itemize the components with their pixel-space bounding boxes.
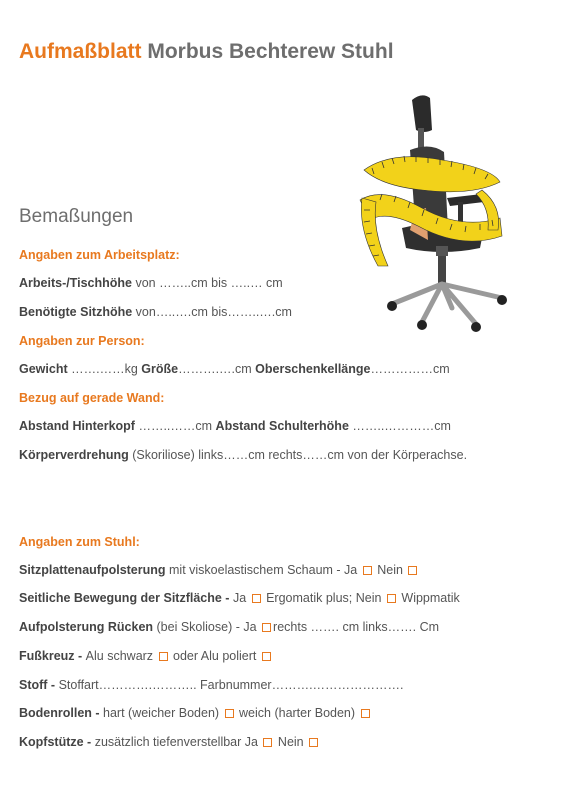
row-back-padding bbox=[19, 620, 439, 634]
body-twist-text: (Skoriliose) links……cm rechts……cm von der Körperachse. bbox=[128, 448, 468, 462]
row-castors bbox=[19, 706, 372, 720]
table-height-text: von ……..cm bis …..… cm bbox=[131, 276, 283, 290]
field-person-measures bbox=[19, 362, 450, 376]
chair-with-tape-measure-image bbox=[352, 90, 507, 335]
headrest-no-text: Nein bbox=[274, 735, 308, 749]
checkbox-back-padding-yes[interactable] bbox=[262, 623, 271, 632]
head-distance-label: Abstand Hinterkopf bbox=[19, 419, 135, 433]
headrest-label: Kopfstütze - bbox=[19, 735, 95, 749]
checkbox-seat-padding-yes[interactable] bbox=[363, 566, 372, 575]
shoulder-distance-text: ……..…………cm bbox=[348, 419, 451, 433]
page-title bbox=[19, 40, 394, 64]
checkbox-headrest-no[interactable] bbox=[309, 738, 318, 747]
table-height-label: Arbeits-/Tischhöhe bbox=[19, 276, 132, 290]
thigh-label: Oberschenkellänge bbox=[255, 362, 371, 376]
row-base bbox=[19, 649, 273, 663]
body-twist-label: Körperverdrehung bbox=[19, 448, 129, 462]
base-black-text: Alu schwarz bbox=[85, 649, 157, 663]
section-person-title: Angaben zur Person: bbox=[19, 334, 145, 348]
field-table-height bbox=[19, 276, 283, 290]
title-rest: Morbus Bechterew Stuhl bbox=[147, 40, 394, 63]
base-label: Fußkreuz - bbox=[19, 649, 86, 663]
seat-movement-label: Seitliche Bewegung der Sitzfläche - bbox=[19, 591, 233, 605]
size-label: Größe bbox=[141, 362, 179, 376]
castors-soft-text: weich (harter Boden) bbox=[235, 706, 356, 720]
base-polished-text: oder Alu poliert bbox=[169, 649, 260, 663]
checkbox-headrest-yes[interactable] bbox=[263, 738, 272, 747]
seat-movement-yes-text: Ja bbox=[232, 591, 247, 605]
head-distance-text: ……..……cm bbox=[134, 419, 216, 433]
field-seat-height bbox=[19, 305, 292, 319]
shoulder-distance-label: Abstand Schulterhöhe bbox=[215, 419, 349, 433]
checkbox-castors-soft[interactable] bbox=[361, 709, 370, 718]
seat-padding-text: mit viskoelastischem Schaum - Ja bbox=[165, 563, 358, 577]
weight-label: Gewicht bbox=[19, 362, 68, 376]
checkbox-base-polished[interactable] bbox=[262, 652, 271, 661]
seat-height-text: von…..….cm bis……..….cm bbox=[132, 305, 292, 319]
seat-padding-label: Sitzplattenaufpolsterung bbox=[19, 563, 166, 577]
title-accent: Aufmaßblatt bbox=[19, 40, 142, 63]
section-wall-title: Bezug auf gerade Wand: bbox=[19, 391, 165, 405]
checkbox-castors-hard[interactable] bbox=[225, 709, 234, 718]
back-padding-sides-text: rechts ……. cm links……. Cm bbox=[273, 620, 440, 634]
back-padding-text: (bei Skoliose) - Ja bbox=[153, 620, 261, 634]
checkbox-seat-padding-no[interactable] bbox=[408, 566, 417, 575]
field-wall-distances bbox=[19, 419, 451, 433]
castors-label: Bodenrollen - bbox=[19, 706, 104, 720]
weight-text: …….……kg bbox=[67, 362, 142, 376]
row-seat-padding bbox=[19, 563, 419, 577]
seat-movement-wippmatik-text: Wippmatik bbox=[397, 591, 460, 605]
size-text: ……….….cm bbox=[178, 362, 256, 376]
castors-hard-text: hart (weicher Boden) bbox=[103, 706, 223, 720]
checkbox-seat-movement-yes[interactable] bbox=[252, 594, 261, 603]
thigh-text: ……………cm bbox=[370, 362, 450, 376]
headrest-yes-text: zusätzlich tiefenverstellbar Ja bbox=[94, 735, 262, 749]
checkbox-seat-movement-no[interactable] bbox=[387, 594, 396, 603]
seat-height-label: Benötigte Sitzhöhe bbox=[19, 305, 133, 319]
back-padding-label: Aufpolsterung Rücken bbox=[19, 620, 154, 634]
row-headrest bbox=[19, 735, 320, 749]
seat-movement-no-text: Ergomatik plus; Nein bbox=[262, 591, 382, 605]
row-fabric bbox=[19, 678, 404, 692]
fabric-text: Stoffart………….……….. Farbnummer……….…………………. bbox=[58, 678, 404, 692]
seat-padding-no-text: Nein bbox=[377, 563, 403, 577]
field-body-twist bbox=[19, 448, 467, 462]
checkbox-base-black[interactable] bbox=[159, 652, 168, 661]
row-seat-movement bbox=[19, 591, 460, 605]
section-chair-title: Angaben zum Stuhl: bbox=[19, 535, 140, 549]
fabric-label: Stoff - bbox=[19, 678, 59, 692]
section-heading: Bemaßungen bbox=[19, 206, 134, 227]
section-workplace-title: Angaben zum Arbeitsplatz: bbox=[19, 248, 180, 262]
